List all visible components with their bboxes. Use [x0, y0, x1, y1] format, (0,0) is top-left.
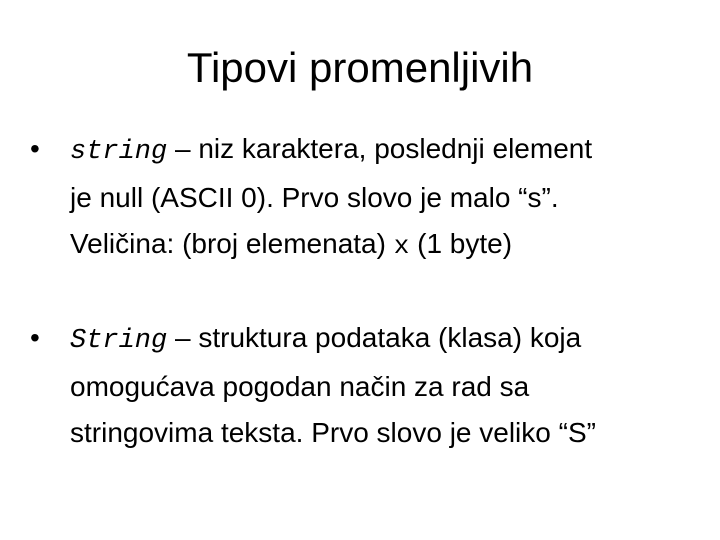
code-term: string	[70, 137, 168, 167]
bullet-text: – niz karaktera, poslednji element	[167, 133, 593, 164]
bullet-item-string	[0, 126, 720, 269]
bullet-icon: •	[30, 133, 40, 164]
bullet-item-String	[0, 315, 720, 456]
multiply-sign: x	[393, 231, 410, 261]
bullet-text: Veličina: (broj elemenata)	[70, 228, 394, 259]
bullet-line	[70, 315, 720, 364]
bullet-line	[70, 221, 720, 269]
bullet-line: je null (ASCII 0). Prvo slovo je malo “s”.	[70, 182, 559, 213]
slide-title: Tipovi promenljivih	[186, 44, 534, 91]
bullet-line	[70, 126, 720, 175]
bullet-list	[0, 126, 720, 456]
bullet-text: – struktura podataka (klasa) koja	[167, 322, 582, 353]
bullet-text: (1 byte)	[409, 228, 513, 259]
bullet-line: stringovima teksta. Prvo slovo je veliko “S”	[70, 417, 596, 448]
bullet-line: omogućava pogodan način za rad sa	[70, 371, 530, 402]
bullet-icon: •	[30, 322, 40, 353]
code-term: String	[70, 326, 168, 356]
